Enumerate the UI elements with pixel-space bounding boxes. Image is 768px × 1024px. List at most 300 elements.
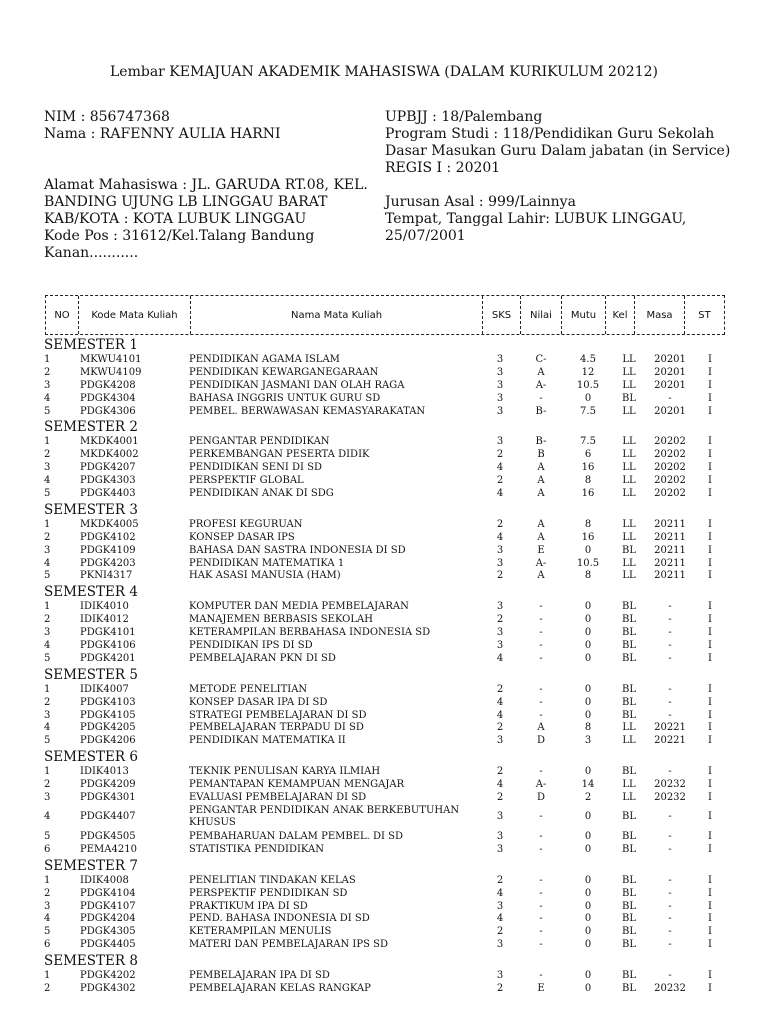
header-masa: Masa xyxy=(635,296,685,334)
table-row xyxy=(0,939,768,952)
cell-kode: PDGK4202 xyxy=(80,970,136,982)
cell-st: I xyxy=(708,779,712,791)
cell-no: 3 xyxy=(44,462,51,474)
cell-sks: 3 xyxy=(496,900,504,912)
cell-nilai: - xyxy=(539,766,543,778)
origin-major: Jurusan Asal : 999/Lainnya xyxy=(385,194,576,210)
semester-heading: SEMESTER 2 xyxy=(44,419,138,436)
cell-kel: BL xyxy=(622,939,636,951)
cell-sks: 3 xyxy=(496,557,504,569)
cell-sks: 4 xyxy=(496,696,504,708)
semester-heading: SEMESTER 7 xyxy=(44,857,138,874)
cell-kode: IDIK4012 xyxy=(80,614,129,626)
table-row xyxy=(0,875,768,888)
cell-kode: MKDK4005 xyxy=(80,518,139,530)
cell-no: 5 xyxy=(44,735,51,747)
cell-nama: PENDIDIKAN ANAK DI SDG xyxy=(189,488,334,500)
cell-nilai: - xyxy=(539,926,543,938)
cell-nilai: - xyxy=(539,843,543,855)
table-row xyxy=(0,779,768,792)
cell-nilai: - xyxy=(539,614,543,626)
table-header xyxy=(45,295,725,335)
cell-sks: 4 xyxy=(496,652,504,664)
cell-sks: 3 xyxy=(496,627,504,639)
cell-masa: - xyxy=(668,652,672,664)
cell-st: I xyxy=(708,366,712,378)
cell-nama: PENDIDIKAN AGAMA ISLAM xyxy=(189,354,340,365)
cell-kel: LL xyxy=(622,366,636,378)
cell-st: I xyxy=(708,449,712,461)
table-row xyxy=(0,519,768,532)
cell-kel: LL xyxy=(622,449,636,461)
cell-nama: PEND. BAHASA INDONESIA DI SD xyxy=(189,913,370,925)
cell-masa: - xyxy=(668,766,672,778)
cell-masa: - xyxy=(668,830,672,842)
cell-nilai: A xyxy=(537,722,545,734)
cell-kode: PKNI4317 xyxy=(80,570,133,582)
cell-sks: 4 xyxy=(496,709,504,721)
cell-nilai: A xyxy=(537,462,545,474)
cell-sks: 2 xyxy=(496,874,504,886)
cell-mutu: 0 xyxy=(584,830,592,842)
cell-nama: BAHASA DAN SASTRA INDONESIA DI SD xyxy=(189,544,406,556)
table-row xyxy=(0,393,768,406)
cell-masa: - xyxy=(668,913,672,925)
semester-heading: SEMESTER 8 xyxy=(44,953,138,970)
cell-nama: MANAJEMEN BERBASIS SEKOLAH xyxy=(189,614,373,626)
cell-no: 2 xyxy=(44,614,51,626)
cell-nama: PEMANTAPAN KEMAMPUAN MENGAJAR xyxy=(189,779,405,791)
cell-st: I xyxy=(708,683,712,695)
cell-nilai: - xyxy=(539,970,543,982)
cell-kel: LL xyxy=(622,779,636,791)
document-title: Lembar KEMAJUAN AKADEMIK MAHASISWA (DALAM KURIKULUM 20212) xyxy=(110,64,658,80)
cell-mutu: 3 xyxy=(584,735,592,747)
cell-masa: - xyxy=(668,601,672,613)
cell-kel: BL xyxy=(622,913,636,925)
cell-no: 2 xyxy=(44,779,51,791)
study-program: Program Studi : 118/Pendidikan Guru Sekolah Dasar Masukan Guru Dalam jabatan (in Service) xyxy=(385,126,731,159)
cell-st: I xyxy=(708,570,712,582)
cell-mutu: 8 xyxy=(584,475,592,487)
cell-masa: 20211 xyxy=(654,518,686,530)
cell-nilai: - xyxy=(539,830,543,842)
cell-masa: - xyxy=(668,843,672,855)
cell-st: I xyxy=(708,900,712,912)
cell-kel: LL xyxy=(622,379,636,391)
cell-masa: - xyxy=(668,900,672,912)
cell-masa: - xyxy=(668,683,672,695)
cell-nilai: B xyxy=(537,449,545,461)
table-row xyxy=(0,684,768,697)
cell-kel: BL xyxy=(622,830,636,842)
cell-nilai: D xyxy=(536,792,546,804)
cell-sks: 2 xyxy=(496,570,504,582)
cell-mutu: 12 xyxy=(581,366,595,378)
cell-mutu: 0 xyxy=(584,843,592,855)
cell-nama: PENGANTAR PENDIDIKAN xyxy=(189,436,330,448)
registration: REGIS I : 20201 xyxy=(385,160,501,176)
cell-nilai: - xyxy=(539,652,543,664)
cell-masa: 20201 xyxy=(654,354,686,365)
cell-sks: 2 xyxy=(496,926,504,938)
cell-kel: BL xyxy=(622,640,636,652)
header-sks: SKS xyxy=(483,296,521,334)
cell-nilai: - xyxy=(539,627,543,639)
cell-kel: BL xyxy=(622,874,636,886)
cell-st: I xyxy=(708,982,712,994)
cell-kode: PDGK4106 xyxy=(80,640,136,652)
cell-no: 5 xyxy=(44,926,51,938)
cell-no: 4 xyxy=(44,640,51,652)
cell-sks: 4 xyxy=(496,887,504,899)
cell-mutu: 0 xyxy=(584,874,592,886)
table-row xyxy=(0,722,768,735)
cell-nilai: - xyxy=(539,913,543,925)
nim: NIM : 856747368 xyxy=(44,109,170,125)
semester-heading: SEMESTER 3 xyxy=(44,501,138,518)
cell-sks: 3 xyxy=(496,436,504,448)
cell-mutu: 0 xyxy=(584,627,592,639)
cell-nama: KETERAMPILAN BERBAHASA INDONESIA SD xyxy=(189,627,431,639)
cell-nama: PRAKTIKUM IPA DI SD xyxy=(189,900,308,912)
cell-masa: 20211 xyxy=(654,570,686,582)
cell-nilai: A- xyxy=(535,779,547,791)
table-row xyxy=(0,449,768,462)
cell-st: I xyxy=(708,792,712,804)
table-row xyxy=(0,792,768,805)
cell-no: 1 xyxy=(44,436,51,448)
cell-kode: PDGK4104 xyxy=(80,887,136,899)
cell-no: 4 xyxy=(44,811,51,823)
cell-sks: 3 xyxy=(496,405,504,417)
cell-mutu: 0 xyxy=(584,614,592,626)
cell-st: I xyxy=(708,640,712,652)
cell-no: 1 xyxy=(44,970,51,982)
cell-nama: PENGANTAR PENDIDIKAN ANAK BERKEBUTUHAN KHUSUS xyxy=(189,804,460,828)
cell-nilai: - xyxy=(539,811,543,823)
table-row xyxy=(0,380,768,393)
cell-kode: IDIK4008 xyxy=(80,874,129,886)
cell-nilai: - xyxy=(539,887,543,899)
cell-sks: 4 xyxy=(496,913,504,925)
cell-kel: BL xyxy=(622,601,636,613)
cell-kode: PDGK4206 xyxy=(80,735,136,747)
cell-sks: 3 xyxy=(496,354,504,365)
cell-kel: BL xyxy=(622,544,636,556)
header-nama: Nama Mata Kuliah xyxy=(191,296,483,334)
table-row xyxy=(0,901,768,914)
cell-st: I xyxy=(708,436,712,448)
cell-kel: BL xyxy=(622,811,636,823)
cell-mutu: 16 xyxy=(581,462,595,474)
cell-st: I xyxy=(708,843,712,855)
cell-mutu: 0 xyxy=(584,544,592,556)
cell-kode: PDGK4101 xyxy=(80,627,136,639)
table-row xyxy=(0,627,768,640)
cell-kode: IDIK4010 xyxy=(80,601,129,613)
cell-masa: 20202 xyxy=(654,488,686,500)
postal-code: Kode Pos : 31612/Kel.Talang Bandung Kanan........... xyxy=(44,228,315,261)
cell-sks: 2 xyxy=(496,614,504,626)
cell-nama: PERKEMBANGAN PESERTA DIDIK xyxy=(189,449,370,461)
cell-kode: PDGK4304 xyxy=(80,392,136,404)
cell-st: I xyxy=(708,614,712,626)
table-row xyxy=(0,475,768,488)
table-row xyxy=(0,462,768,475)
cell-nama: PENDIDIKAN JASMANI DAN OLAH RAGA xyxy=(189,379,405,391)
cell-no: 3 xyxy=(44,627,51,639)
cell-nilai: B- xyxy=(535,436,547,448)
cell-kel: LL xyxy=(622,792,636,804)
cell-mutu: 0 xyxy=(584,926,592,938)
cell-masa: - xyxy=(668,887,672,899)
cell-no: 2 xyxy=(44,531,51,543)
cell-kel: BL xyxy=(622,926,636,938)
cell-mutu: 0 xyxy=(584,913,592,925)
header-mutu: Mutu xyxy=(562,296,606,334)
cell-mutu: 7.5 xyxy=(580,436,596,448)
cell-sks: 2 xyxy=(496,683,504,695)
cell-masa: 20211 xyxy=(654,531,686,543)
cell-kode: PDGK4103 xyxy=(80,696,136,708)
cell-kode: PDGK4407 xyxy=(80,811,136,823)
cell-kel: LL xyxy=(622,436,636,448)
cell-kode: MKWU4109 xyxy=(80,366,142,378)
cell-no: 6 xyxy=(44,939,51,951)
cell-nilai: - xyxy=(539,696,543,708)
cell-sks: 3 xyxy=(496,379,504,391)
cell-no: 1 xyxy=(44,518,51,530)
cell-nilai: E xyxy=(537,982,545,994)
header-kel: Kel xyxy=(606,296,635,334)
cell-kel: BL xyxy=(622,843,636,855)
cell-st: I xyxy=(708,970,712,982)
spacer xyxy=(44,160,379,177)
cell-masa: - xyxy=(668,614,672,626)
table-row xyxy=(0,367,768,380)
cell-no: 1 xyxy=(44,766,51,778)
cell-st: I xyxy=(708,735,712,747)
cell-st: I xyxy=(708,544,712,556)
table-row xyxy=(0,697,768,710)
cell-st: I xyxy=(708,874,712,886)
cell-no: 2 xyxy=(44,449,51,461)
cell-st: I xyxy=(708,354,712,365)
cell-kel: BL xyxy=(622,887,636,899)
header-kode: Kode Mata Kuliah xyxy=(79,296,191,334)
cell-nilai: B- xyxy=(535,405,547,417)
cell-mutu: 14 xyxy=(581,779,595,791)
cell-st: I xyxy=(708,887,712,899)
cell-sks: 2 xyxy=(496,449,504,461)
cell-masa: - xyxy=(668,392,672,404)
table-row xyxy=(0,601,768,614)
cell-mutu: 7.5 xyxy=(580,405,596,417)
cell-masa: - xyxy=(668,640,672,652)
cell-kel: LL xyxy=(622,405,636,417)
cell-kode: PDGK4301 xyxy=(80,792,136,804)
cell-kel: LL xyxy=(622,722,636,734)
cell-mutu: 0 xyxy=(584,900,592,912)
cell-masa: 20201 xyxy=(654,366,686,378)
birth-place-date: Tempat, Tanggal Lahir: LUBUK LINGGAU, 25/07/2001 xyxy=(385,211,687,244)
cell-masa: 20202 xyxy=(654,449,686,461)
cell-no: 1 xyxy=(44,354,51,365)
semester-heading: SEMESTER 4 xyxy=(44,584,138,601)
cell-sks: 4 xyxy=(496,462,504,474)
cell-kel: BL xyxy=(622,627,636,639)
cell-st: I xyxy=(708,926,712,938)
cell-masa: 20201 xyxy=(654,405,686,417)
cell-no: 5 xyxy=(44,488,51,500)
cell-kode: PDGK4109 xyxy=(80,544,136,556)
spacer xyxy=(385,177,735,194)
cell-kode: PDGK4207 xyxy=(80,462,136,474)
city: KAB/KOTA : KOTA LUBUK LINGGAU xyxy=(44,211,307,227)
table-row xyxy=(0,926,768,939)
cell-sks: 3 xyxy=(496,735,504,747)
cell-mutu: 8 xyxy=(584,722,592,734)
table-row xyxy=(0,710,768,723)
student-info-right xyxy=(385,109,735,245)
table-row xyxy=(0,354,768,367)
cell-mutu: 2 xyxy=(584,792,592,804)
cell-masa: - xyxy=(668,926,672,938)
cell-no: 4 xyxy=(44,557,51,569)
cell-sks: 2 xyxy=(496,792,504,804)
student-info-left xyxy=(44,109,379,262)
cell-nama: STATISTIKA PENDIDIKAN xyxy=(189,843,324,855)
cell-kode: MKWU4101 xyxy=(80,354,142,365)
cell-nilai: - xyxy=(539,601,543,613)
cell-nama: PEMBEL. BERWAWASAN KEMASYARAKATAN xyxy=(189,405,426,417)
cell-masa: 20221 xyxy=(654,722,686,734)
cell-sks: 3 xyxy=(496,830,504,842)
cell-st: I xyxy=(708,709,712,721)
cell-nilai: A- xyxy=(535,557,547,569)
cell-sks: 4 xyxy=(496,531,504,543)
cell-no: 5 xyxy=(44,830,51,842)
cell-no: 2 xyxy=(44,696,51,708)
table-row xyxy=(0,913,768,926)
cell-nama: MATERI DAN PEMBELAJARAN IPS SD xyxy=(189,939,388,951)
cell-nilai: D xyxy=(536,735,546,747)
cell-nilai: A xyxy=(537,518,545,530)
cell-sks: 3 xyxy=(496,640,504,652)
cell-kel: BL xyxy=(622,392,636,404)
table-row xyxy=(0,983,768,996)
cell-kel: LL xyxy=(622,462,636,474)
cell-nama: TEKNIK PENULISAN KARYA ILMIAH xyxy=(189,766,381,778)
cell-nilai: E xyxy=(537,544,545,556)
cell-nama: KONSEP DASAR IPS xyxy=(189,531,295,543)
cell-sks: 4 xyxy=(496,488,504,500)
cell-kel: LL xyxy=(622,735,636,747)
cell-mutu: 0 xyxy=(584,970,592,982)
cell-kel: LL xyxy=(622,557,636,569)
cell-kel: BL xyxy=(622,652,636,664)
cell-masa: 20232 xyxy=(654,792,686,804)
cell-nama: PENDIDIKAN MATEMATIKA 1 xyxy=(189,557,345,569)
cell-st: I xyxy=(708,462,712,474)
cell-sks: 2 xyxy=(496,766,504,778)
cell-masa: 20232 xyxy=(654,779,686,791)
cell-kode: MKDK4002 xyxy=(80,449,139,461)
cell-mutu: 0 xyxy=(584,887,592,899)
cell-kode: PDGK4305 xyxy=(80,926,136,938)
header-st: ST xyxy=(698,309,711,321)
cell-nilai: - xyxy=(539,683,543,695)
cell-sks: 2 xyxy=(496,722,504,734)
cell-nama: PERSPEKTIF GLOBAL xyxy=(189,475,304,487)
student-address: Alamat Mahasiswa : JL. GARUDA RT.08, KEL. BANDING UJUNG LB LINGGAU BARAT xyxy=(44,177,368,210)
cell-nilai: - xyxy=(539,874,543,886)
cell-mutu: 8 xyxy=(584,518,592,530)
cell-st: I xyxy=(708,913,712,925)
cell-st: I xyxy=(708,722,712,734)
cell-nilai: A xyxy=(537,366,545,378)
cell-mutu: 0 xyxy=(584,696,592,708)
cell-st: I xyxy=(708,601,712,613)
cell-no: 5 xyxy=(44,405,51,417)
cell-masa: 20201 xyxy=(654,379,686,391)
cell-nilai: A- xyxy=(535,379,547,391)
table-row xyxy=(0,805,768,831)
cell-nilai: A xyxy=(537,488,545,500)
cell-mutu: 0 xyxy=(584,640,592,652)
cell-mutu: 0 xyxy=(584,811,592,823)
cell-kode: PDGK4204 xyxy=(80,913,136,925)
cell-st: I xyxy=(708,939,712,951)
cell-kel: BL xyxy=(622,766,636,778)
spacer xyxy=(44,143,379,160)
cell-masa: - xyxy=(668,811,672,823)
table-row xyxy=(0,653,768,666)
cell-nilai: - xyxy=(539,709,543,721)
cell-mutu: 16 xyxy=(581,531,595,543)
table-row xyxy=(0,888,768,901)
cell-nilai: - xyxy=(539,939,543,951)
course-table-body xyxy=(0,336,768,996)
cell-st: I xyxy=(708,392,712,404)
cell-kel: BL xyxy=(622,614,636,626)
cell-nama: STRATEGI PEMBELAJARAN DI SD xyxy=(189,709,367,721)
cell-sks: 3 xyxy=(496,544,504,556)
cell-kode: PDGK4205 xyxy=(80,722,136,734)
cell-no: 5 xyxy=(44,570,51,582)
table-row xyxy=(0,844,768,857)
cell-no: 1 xyxy=(44,683,51,695)
cell-no: 1 xyxy=(44,874,51,886)
cell-kel: BL xyxy=(622,696,636,708)
cell-kel: BL xyxy=(622,900,636,912)
cell-kode: PEMA4210 xyxy=(80,843,137,855)
cell-sks: 4 xyxy=(496,779,504,791)
cell-mutu: 0 xyxy=(584,601,592,613)
cell-mutu: 10.5 xyxy=(576,379,600,391)
cell-sks: 2 xyxy=(496,518,504,530)
cell-kode: PDGK4306 xyxy=(80,405,136,417)
student-name: Nama : RAFENNY AULIA HARNI xyxy=(44,126,281,142)
cell-kel: BL xyxy=(622,982,636,994)
table-row xyxy=(0,406,768,419)
cell-st: I xyxy=(708,557,712,569)
cell-kel: LL xyxy=(622,518,636,530)
cell-masa: - xyxy=(668,939,672,951)
cell-mutu: 0 xyxy=(584,982,592,994)
cell-kel: LL xyxy=(622,488,636,500)
